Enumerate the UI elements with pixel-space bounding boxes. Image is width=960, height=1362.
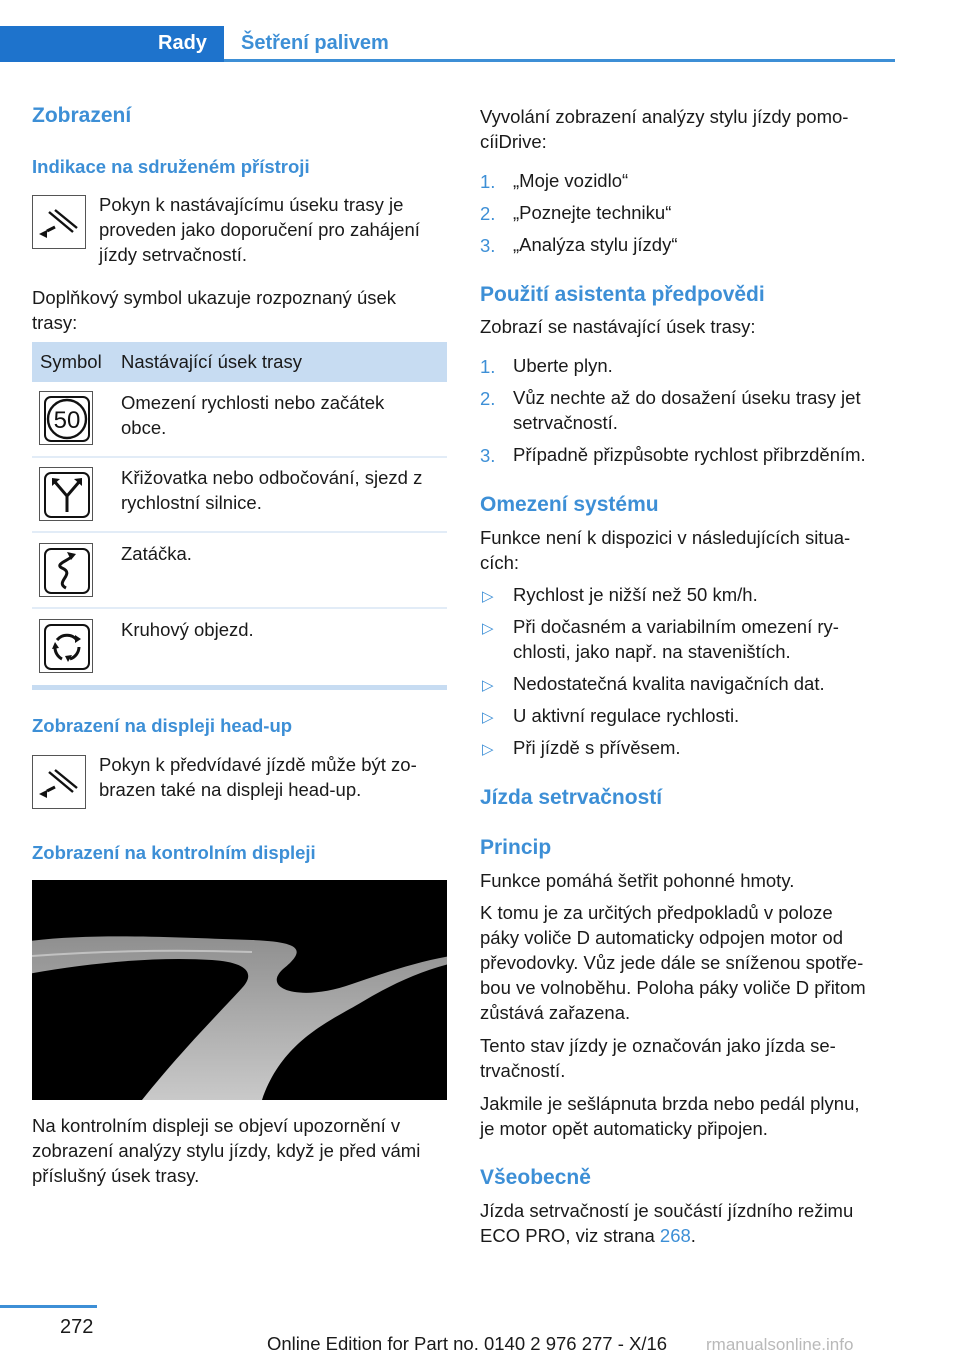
heading-asistent: Použití asistenta předpovědi bbox=[480, 283, 765, 306]
table-row-divider bbox=[32, 531, 447, 533]
heading-kontrolni: Zobrazení na kontrolním displeji bbox=[32, 842, 316, 863]
footer-rule bbox=[0, 1305, 97, 1308]
princip-p2: K tomu je za určitých předpokladů v poloze páky voliče D automaticky odpojen motor od převodovky. Vůz jede dále se sníženou spotře- bou ve volnoběhu. Poloha páky voliče D přitom zůstává zařazena. bbox=[480, 902, 866, 1023]
header-rule bbox=[224, 59, 895, 62]
list-item: Při jízdě s přívěsem. bbox=[513, 737, 681, 758]
table-row-1-text: Omezení rychlosti nebo začátek obce. bbox=[121, 392, 385, 438]
road-display-image bbox=[32, 880, 447, 1100]
heading-princip: Princip bbox=[480, 836, 552, 859]
table-row-3-text: Zatáčka. bbox=[121, 543, 192, 564]
kontrolni-text: Na kontrolním displeji se objeví upozornění v zobrazení analýzy stylu jízdy, když je před vámi příslušný úsek trasy. bbox=[32, 1115, 421, 1186]
edition-text: Online Edition for Part no. 0140 2 976 277 - X/16 bbox=[267, 1333, 668, 1354]
princip-p1: Funkce pomáhá šetřit pohonné hmoty. bbox=[480, 870, 795, 891]
heading-headup: Zobrazení na displeji head-up bbox=[32, 715, 293, 736]
heading-vseobecne: Všeobecně bbox=[480, 1166, 591, 1189]
list-number: 3. bbox=[480, 235, 496, 256]
heading-omezeni: Omezení systému bbox=[480, 493, 659, 516]
table-row-divider bbox=[32, 607, 447, 609]
bullet-triangle-icon: ▷ bbox=[482, 620, 494, 637]
svg-text:50: 50 bbox=[53, 407, 81, 434]
page-link-268[interactable]: 268 bbox=[659, 1225, 691, 1246]
roundabout-icon bbox=[39, 619, 93, 673]
headup-text: Pokyn k předvídavé jízdě může být zo- brazen také na displeji head-up. bbox=[99, 754, 417, 800]
curve-icon bbox=[39, 543, 93, 597]
bullet-triangle-icon: ▷ bbox=[482, 741, 494, 758]
table-bottom-rule bbox=[32, 685, 447, 690]
list-item: Při dočasném a variabilním omezení ry- chlosti, jako např. na staveništích. bbox=[513, 616, 839, 662]
heading-indikace: Indikace na sdruženém přístroji bbox=[32, 156, 310, 177]
list-item: Rychlost je nižší než 50 km/h. bbox=[513, 584, 758, 605]
doplnkovy-text: Doplňkový symbol ukazuje rozpoznaný úsek trasy: bbox=[32, 287, 397, 333]
page-number: 272 bbox=[60, 1316, 94, 1338]
list-item: Vůz nechte až do dosažení úseku trasy jet setrvačností. bbox=[513, 387, 861, 433]
omezeni-text: Funkce není k dispozici v následujících situa- cích: bbox=[480, 527, 851, 573]
asistent-intro: Zobrazí se nastávající úsek trasy: bbox=[480, 316, 756, 337]
bullet-triangle-icon: ▷ bbox=[482, 709, 494, 726]
princip-p4: Jakmile je sešlápnuta brzda nebo pedál plynu, je motor opět automaticky připojen. bbox=[480, 1093, 860, 1139]
watermark: rmanualsonline.info bbox=[706, 1335, 854, 1354]
coasting-hint-icon bbox=[32, 755, 86, 809]
princip-p3: Tento stav jízdy je označován jako jízda se- trvačností. bbox=[480, 1035, 836, 1081]
list-item: Nedostatečná kvalita navigačních dat. bbox=[513, 673, 825, 694]
vyvolani-text: Vyvolání zobrazení analýzy stylu jízdy pomo- cíiDrive: bbox=[480, 106, 849, 152]
heading-jizda: Jízda setrvačností bbox=[480, 786, 663, 809]
vseobecne-text: Jízda setrvačností je součástí jízdního režimu ECO PRO, viz strana 268. bbox=[480, 1200, 854, 1246]
indikace-text: Pokyn k nastávajícímu úseku trasy je proveden jako doporučení pro zahájení jízdy setrvačností. bbox=[99, 194, 420, 265]
list-number: 2. bbox=[480, 203, 496, 224]
list-item: Případně přizpůsobte rychlost přibrzděním. bbox=[513, 444, 866, 465]
header-tab-setreni-palivem[interactable]: Šetření palivem bbox=[241, 32, 389, 54]
list-item: U aktivní regulace rychlosti. bbox=[513, 705, 740, 726]
table-col-symbol: Symbol bbox=[40, 351, 102, 372]
list-number: 3. bbox=[480, 445, 496, 466]
bullet-triangle-icon: ▷ bbox=[482, 588, 494, 605]
list-item: „Analýza stylu jízdy“ bbox=[513, 234, 678, 255]
list-number: 2. bbox=[480, 388, 496, 409]
table-row-divider bbox=[32, 456, 447, 458]
table-col-usek: Nastávající úsek trasy bbox=[121, 351, 302, 372]
table-row-4-text: Kruhový objezd. bbox=[121, 619, 254, 640]
list-number: 1. bbox=[480, 171, 496, 192]
bullet-triangle-icon: ▷ bbox=[482, 677, 494, 694]
heading-zobrazeni: Zobrazení bbox=[32, 104, 132, 127]
list-item: „Poznejte techniku“ bbox=[513, 202, 672, 223]
list-number: 1. bbox=[480, 356, 496, 377]
list-item: „Moje vozidlo“ bbox=[513, 170, 629, 191]
speed-limit-50-icon bbox=[39, 391, 93, 445]
header-tab-rady[interactable]: Rady bbox=[158, 32, 207, 54]
list-item: Uberte plyn. bbox=[513, 355, 613, 376]
junction-icon bbox=[39, 467, 93, 521]
coasting-hint-icon bbox=[32, 195, 86, 249]
table-row-2-text: Křižovatka nebo odbočování, sjezd z rychlostní silnice. bbox=[121, 467, 423, 513]
